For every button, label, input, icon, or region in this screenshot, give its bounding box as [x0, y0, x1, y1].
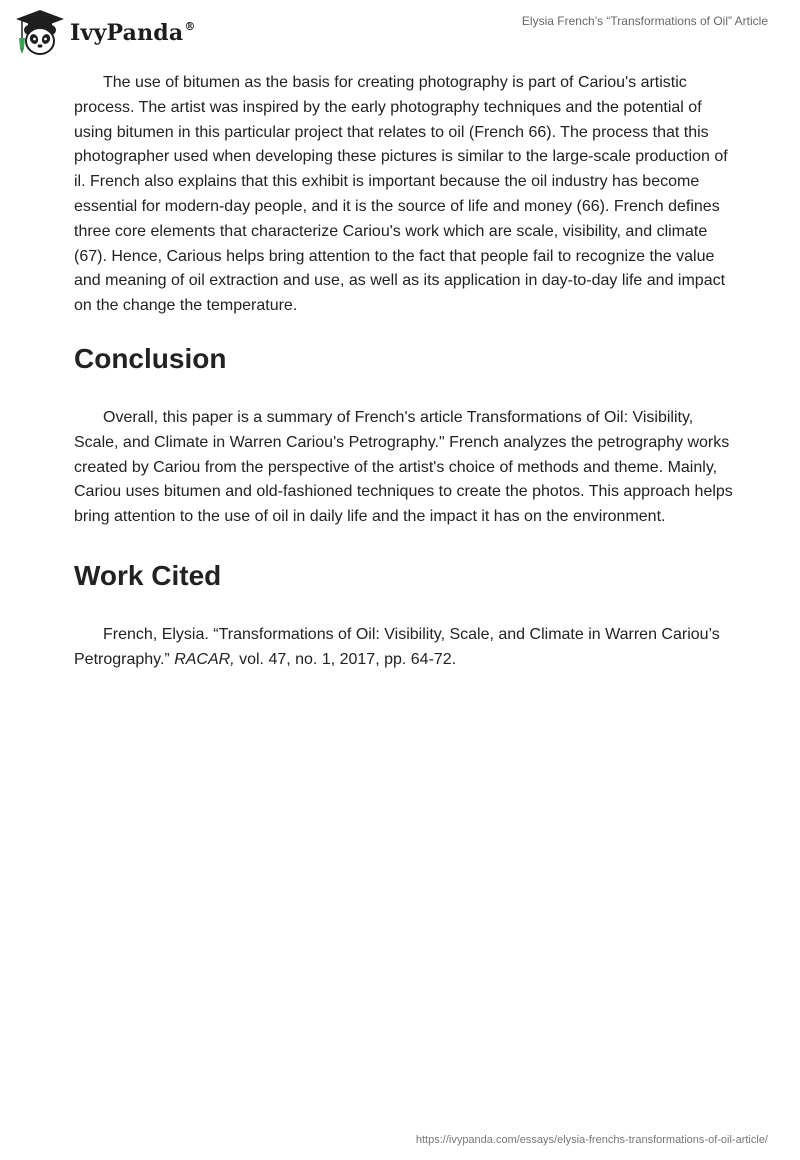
document-title: Elysia French’s “Transformations of Oil” Article [521, 14, 768, 28]
citation-entry [74, 623, 734, 673]
registered-mark: ® [184, 20, 196, 33]
logo-wordmark: IvyPanda [70, 20, 184, 46]
citation-text: French, Elysia. “Transformations of Oil: Visibility, Scale, and Climate in Warren Cariou’s Petrography.” [74, 625, 720, 668]
body-paragraph: The use of bitumen as the basis for creating photography is part of Cariou's artistic process. The artist was inspired by the early photography techniques and the potential of using bitumen in this particular project that relates to oil (French 66). The process that this photographer used when developing these pictures is similar to the large-scale production of il. French also explains that this exhibit is important because the oil industry has become essential for modern-day people, and it is the source of life and money (66). French defines three core elements that characterize Cariou's work which are scale, visibility, and climate (67). Hence, Carious helps bring attention to the fact that people fail to recognize the value and meaning of oil extraction and use, as well as its application in day-to-day life and impact on the change the temperature. [74, 74, 728, 315]
conclusion-paragraph: Overall, this paper is a summary of French's article Transformations of Oil: Visibility, Scale, and Climate in Warren Cariou's Petrography." French analyzes the petrography works created by Cariou from the perspective of the artist's choice of methods and theme. Mainly, Cariou uses bitumen and old-fashioned techniques to create the photos. This approach helps bring attention to the use of oil in daily life and the impact it has on the environment. [74, 408, 733, 526]
logo-text [70, 20, 196, 46]
footer-source-url [416, 1134, 768, 1146]
work-cited-heading: Work Cited [74, 559, 222, 591]
essay-content [74, 71, 734, 673]
panda-graduate-icon [14, 8, 66, 58]
ivypanda-logo[interactable] [14, 8, 196, 58]
citation-details: vol. 47, no. 1, 2017, pp. 64-72. [234, 650, 457, 668]
conclusion-heading: Conclusion [74, 342, 227, 374]
journal-title: RACAR, [174, 650, 235, 668]
page-header [0, 0, 800, 70]
source-link[interactable]: https://ivypanda.com/essays/elysia-frenchs-transformations-of-oil-article/ [415, 1134, 768, 1146]
